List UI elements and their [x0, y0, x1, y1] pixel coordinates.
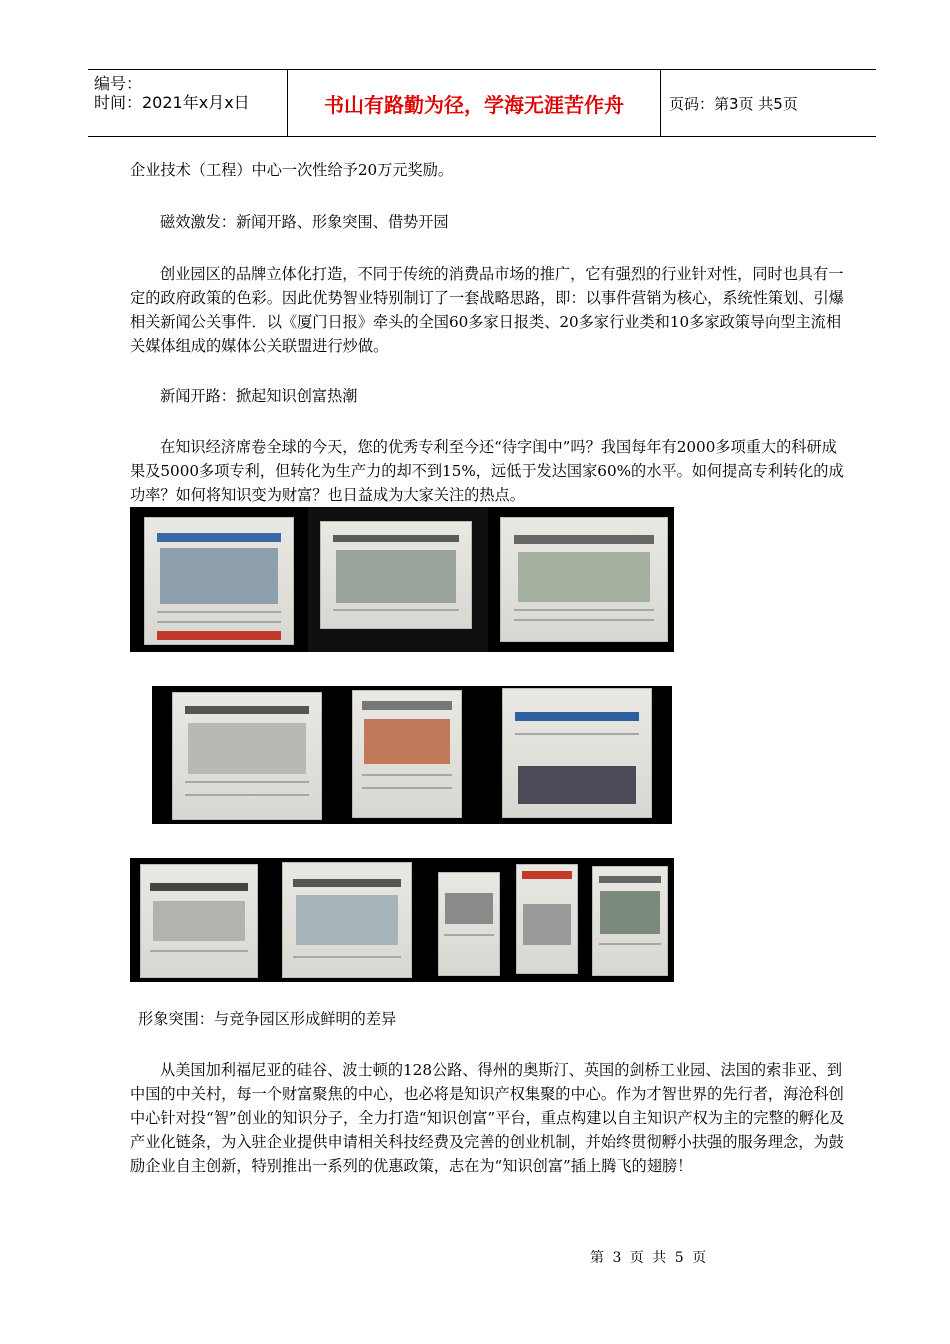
header-motto: 书山有路勤为径，学海无涯苦作舟: [287, 70, 661, 136]
time-label: 时间：2021年x月x日: [94, 93, 250, 112]
newspaper-clipping: [516, 864, 578, 974]
header-page-label: 页码：第3页 共5页: [669, 94, 798, 113]
page-footer: 第 3 页 共 5 页: [590, 1250, 709, 1266]
section-heading-image: 形象突围：与竞争园区形成鲜明的差异: [138, 1010, 397, 1028]
section-heading-magnetic: 磁效激发：新闻开路、形象突围、借势开园: [160, 213, 449, 231]
newspaper-clipping: [320, 521, 472, 629]
newspaper-clipping: [352, 690, 462, 818]
newspaper-clipping: [438, 872, 500, 976]
paragraph-innovation: 从美国加利福尼亚的硅谷、波士顿的128公路、得州的奥斯汀、英国的剑桥工业园、法国的索非亚、到中国的中关村，每一个财富聚焦的中心，也必将是知识产权集聚的中心。作为才智世界的先行者，海沧科创中心针对投“智”创业的知识分子，全力打造“知识创富”平台，重点构建以自主知识产权为主的完整的孵化及产业化链条，为入驻企业提供申请相关科技经费及完善的创业机制，并始终贯彻孵小扶强的服务理念，为鼓励企业自主创新，特别推出一系列的优惠政策，志在为“知识创富”插上腾飞的翅膀！: [130, 1061, 845, 1175]
newspaper-photo-row-3: [130, 858, 674, 982]
newspaper-photo-row-1: [130, 507, 674, 652]
newspaper-photo-row-2: [152, 686, 672, 824]
newspaper-clipping: [144, 517, 294, 645]
newspaper-clipping: [140, 864, 258, 978]
newspaper-clipping: [172, 692, 322, 820]
newspaper-clipping: [282, 862, 412, 978]
header-meta-cell: [88, 70, 287, 136]
document-header: [88, 69, 876, 137]
newspaper-clipping: [500, 517, 668, 642]
section-heading-news: 新闻开路：掀起知识创富热潮: [160, 387, 358, 405]
number-label: 编号：: [94, 74, 143, 93]
paragraph-knowledge-economy: 在知识经济席卷全球的今天，您的优秀专利至今还“待字闺中”吗？我国每年有2000多项重大的科研成果及5000多项专利，但转化为生产力的却不到15%，远低于发达国家60%的水平。如何提高专利转化的成功率？如何将知识变为财富？也日益成为大家关注的热点。: [130, 438, 844, 504]
paragraph-reward: 企业技术（工程）中心一次性给予20万元奖励。: [130, 161, 454, 179]
newspaper-clipping: [502, 688, 652, 818]
paragraph-branding: 创业园区的品牌立体化打造，不同于传统的消费品市场的推广，它有强烈的行业针对性，同时也具有一定的政府政策的色彩。因此优势智业特别制订了一套战略思路，即：以事件营销为核心，系统性策划、引爆相关新闻公关事件．以《厦门日报》牵头的全国60多家日报类、20多家行业类和10多家政策导向型主流相关媒体组成的媒体公关联盟进行炒做。: [130, 265, 844, 355]
newspaper-clipping: [592, 866, 668, 976]
